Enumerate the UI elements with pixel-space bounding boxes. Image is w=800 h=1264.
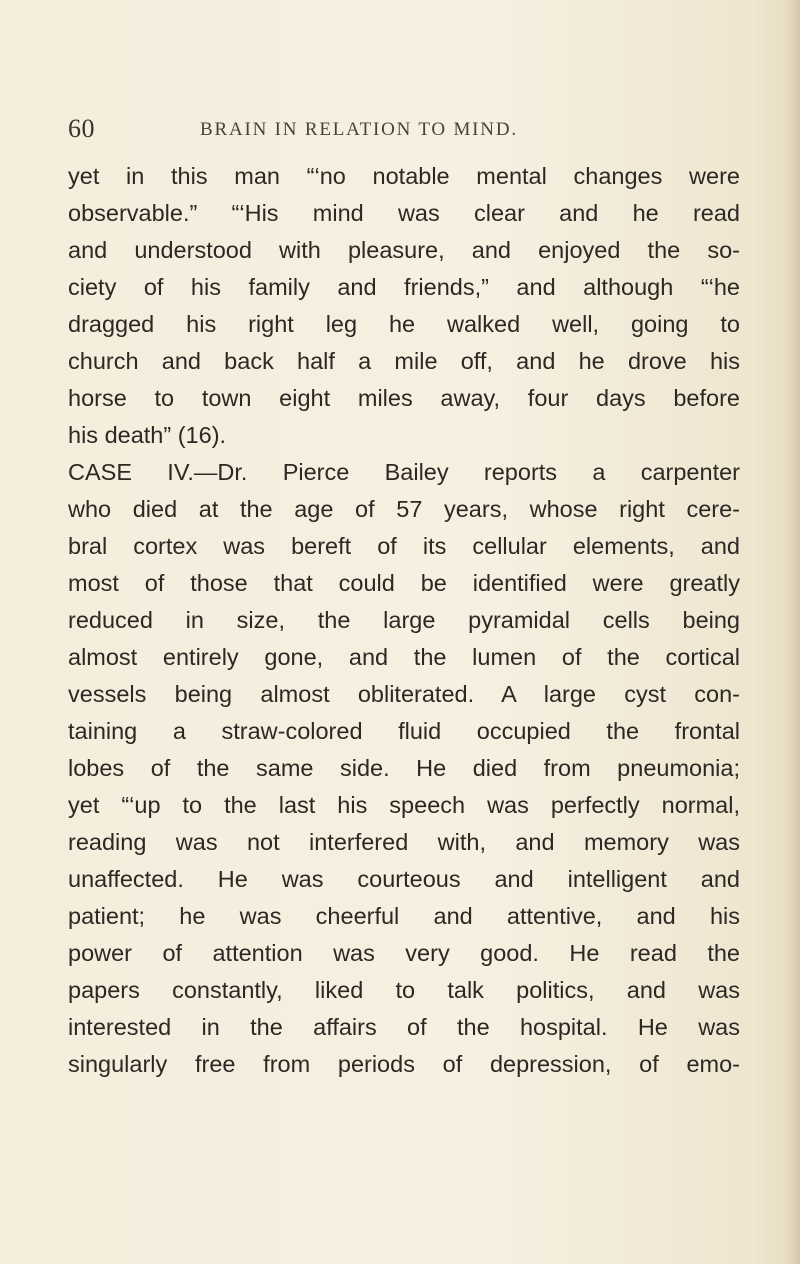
text-line: almost entirely gone, and the lumen of the cortical xyxy=(68,644,740,670)
page-edge-shadow xyxy=(786,0,800,1264)
text-line: church and back half a mile off, and he drove his xyxy=(68,348,740,374)
text-line: interested in the affairs of the hospital. He was xyxy=(68,1014,740,1040)
text-line: singularly free from periods of depression, of emo- xyxy=(68,1051,740,1077)
text-line: power of attention was very good. He read the xyxy=(68,940,740,966)
text-line: horse to town eight miles away, four days before xyxy=(68,385,740,411)
text-line: papers constantly, liked to talk politics, and was xyxy=(68,977,740,1003)
text-line: patient; he was cheerful and attentive, and his xyxy=(68,903,740,929)
text-line: dragged his right leg he walked well, going to xyxy=(68,311,740,337)
case-heading-line: CASE IV.—Dr. Pierce Bailey reports a carpenter xyxy=(68,459,740,485)
text-line: vessels being almost obliterated. A large cyst con- xyxy=(68,681,740,707)
text-line: reduced in size, the large pyramidal cells being xyxy=(68,607,740,633)
text-line: observable.” “‘His mind was clear and he read xyxy=(68,200,740,226)
text-line: ciety of his family and friends,” and although “‘he xyxy=(68,274,740,300)
text-line: and understood with pleasure, and enjoyed the so- xyxy=(68,237,740,263)
text-line: taining a straw-colored fluid occupied the frontal xyxy=(68,718,740,744)
text-line: yet “‘up to the last his speech was perfectly normal, xyxy=(68,792,740,818)
body-text xyxy=(68,158,740,1083)
text-line: unaffected. He was courteous and intelligent and xyxy=(68,866,740,892)
text-line: yet in this man “‘no notable mental changes were xyxy=(68,163,740,189)
text-line: his death” (16). xyxy=(68,422,227,448)
page-number: 60 xyxy=(68,114,95,143)
text-line: bral cortex was bereft of its cellular elements, and xyxy=(68,533,740,559)
text-line: reading was not interfered with, and memory was xyxy=(68,829,740,855)
text-line: who died at the age of 57 years, whose right cere- xyxy=(68,496,740,522)
running-title: BRAIN IN RELATION TO MIND. xyxy=(200,119,518,140)
text-line: most of those that could be identified were greatly xyxy=(68,570,740,596)
running-head xyxy=(68,114,728,144)
text-line: lobes of the same side. He died from pneumonia; xyxy=(68,755,740,781)
